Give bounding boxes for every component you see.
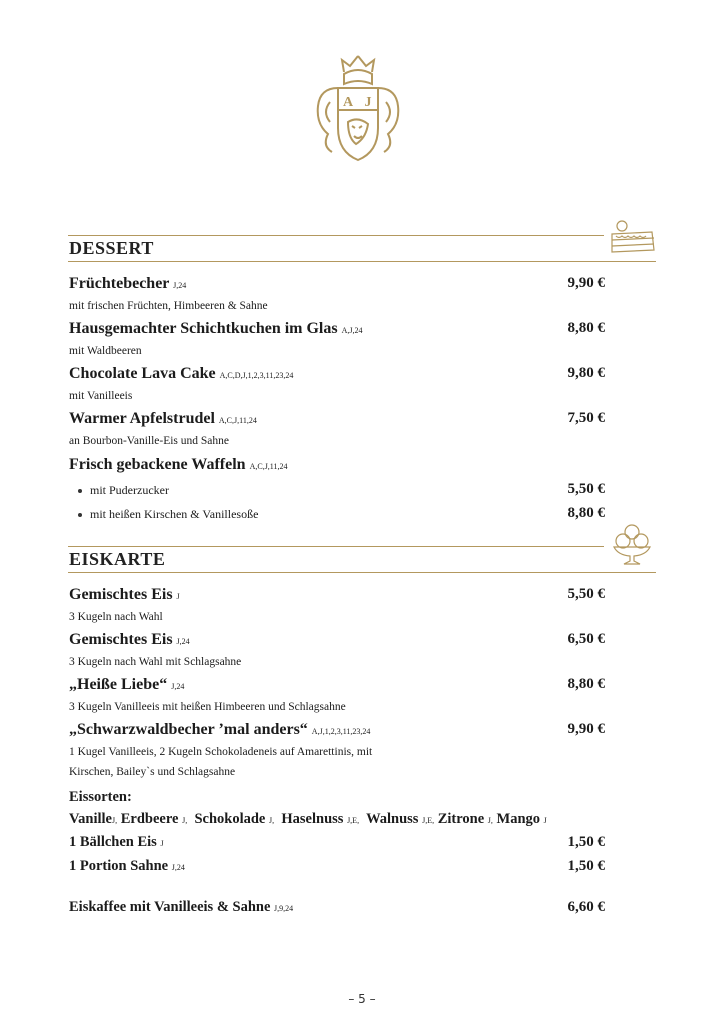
item-price: 5,50 € [567,586,605,602]
option-label: mit heißen Kirschen & Vanillesoße [90,507,259,521]
eissorten-heading: Eissorten: [69,789,132,805]
item-allergens: A,J,1,2,3,11,23,24 [311,727,371,736]
item-price: 9,90 € [567,721,605,737]
crest-logo [308,48,408,168]
item-allergens: A,C,D,J,1,2,3,11,23,24 [219,371,294,380]
item-description: mit frischen Früchten, Himbeeren & Sahne [69,300,268,312]
item-price: 7,50 € [567,410,605,426]
item-name: Gemischtes Eis [69,631,173,648]
item-price: 6,60 € [567,899,605,915]
flavor-allergens: J, [487,816,493,825]
page-number: – 5 – [348,992,376,1006]
flavor-name: Erdbeere [120,811,179,827]
item-description: an Bourbon-Vanille-Eis und Sahne [69,435,230,447]
flavor-name: Vanille [69,811,112,827]
item-allergens: J,24 [176,637,190,646]
flavor-allergens: J,E, [347,816,360,825]
item-allergens: J [160,839,164,848]
item-allergens: J [176,592,180,601]
flavor-name: Zitrone [437,811,485,827]
item-price: 1,50 € [567,858,605,874]
item-name: Früchtebecher [69,275,170,292]
flavor-name: Walnuss [366,811,419,827]
menu-item [69,721,605,782]
bullet-dot [78,513,82,517]
item-price: 8,80 € [567,676,605,692]
menu-item [69,586,605,627]
flavor-allergens: J,E, [422,816,435,825]
item-price: 1,50 € [567,834,605,850]
item-name: Warmer Apfelstrudel [69,410,215,427]
flavor-allergens: J, [269,816,275,825]
menu-item [69,456,605,474]
flavor-allergens: J, [111,816,118,825]
item-allergens: J,24 [171,682,185,691]
svg-text:A: A [342,95,354,110]
menu-item [69,320,605,361]
item-name: Eiskaffee mit Vanilleeis & Sahne [69,899,271,915]
eissorten-list [69,811,547,828]
dessert-title: DESSERT [69,238,154,258]
flavor-allergens: J [543,816,547,825]
flavor-allergens: J, [182,816,188,825]
item-name: Gemischtes Eis [69,586,173,603]
menu-item [69,365,605,406]
flavor-name: Mango [496,811,541,827]
item-description: mit Waldbeeren [69,345,142,357]
item-allergens: A,C,J,11,24 [218,416,257,425]
item-name: Frisch gebackene Waffeln [69,456,246,473]
item-description: 3 Kugeln nach Wahl mit Schlagsahne [69,656,242,668]
option-label: mit Puderzucker [90,483,169,497]
extra-item [69,834,605,851]
option-price: 5,50 € [567,481,605,497]
item-description: 3 Kugeln Vanilleeis mit heißen Himbeeren und Schlagsahne [69,701,346,713]
svg-text:J: J [364,95,372,110]
item-description: 1 Kugel Vanilleeis, 2 Kugeln Schokoladeneis auf Amarettinis, mit [69,746,373,758]
bullet-dot [78,489,82,493]
item-name: 1 Bällchen Eis [69,834,157,850]
option-price: 8,80 € [567,505,605,521]
item-name: Hausgemachter Schichtkuchen im Glas [69,320,338,337]
eiskaffee-item [69,899,605,916]
waffle-option [78,483,605,498]
item-price: 6,50 € [567,631,605,647]
menu-item [69,275,605,316]
item-description: 3 Kugeln nach Wahl [69,611,163,623]
eiskarte-header [68,533,656,575]
item-allergens: J,9,24 [274,904,294,913]
ice-cream-cup-icon [612,523,652,567]
item-allergens: A,J,24 [341,326,363,335]
cake-slice-icon [610,218,656,258]
menu-item [69,676,605,717]
flavor-name: Haselnuss [281,811,344,827]
item-description: mit Vanilleeis [69,390,133,402]
item-price: 8,80 € [567,320,605,336]
item-allergens: A,C,J,11,24 [249,462,288,471]
item-allergens: J,24 [171,863,185,872]
menu-item [69,410,605,451]
extra-item [69,858,605,875]
item-name: 1 Portion Sahne [69,858,169,874]
eiskarte-title: EISKARTE [69,549,166,569]
item-description-continued: Kirschen, Bailey`s und Schlagsahne [69,766,236,778]
dessert-header [68,222,656,264]
item-allergens: J,24 [173,281,187,290]
item-name: „Heiße Liebe“ [69,676,168,693]
item-price: 9,90 € [567,275,605,291]
flavor-name: Schokolade [194,811,266,827]
item-name: Chocolate Lava Cake [69,365,216,382]
waffle-option [78,507,605,522]
item-name: „Schwarzwaldbecher ’mal anders“ [69,721,308,738]
menu-item [69,631,605,672]
item-price: 9,80 € [567,365,605,381]
